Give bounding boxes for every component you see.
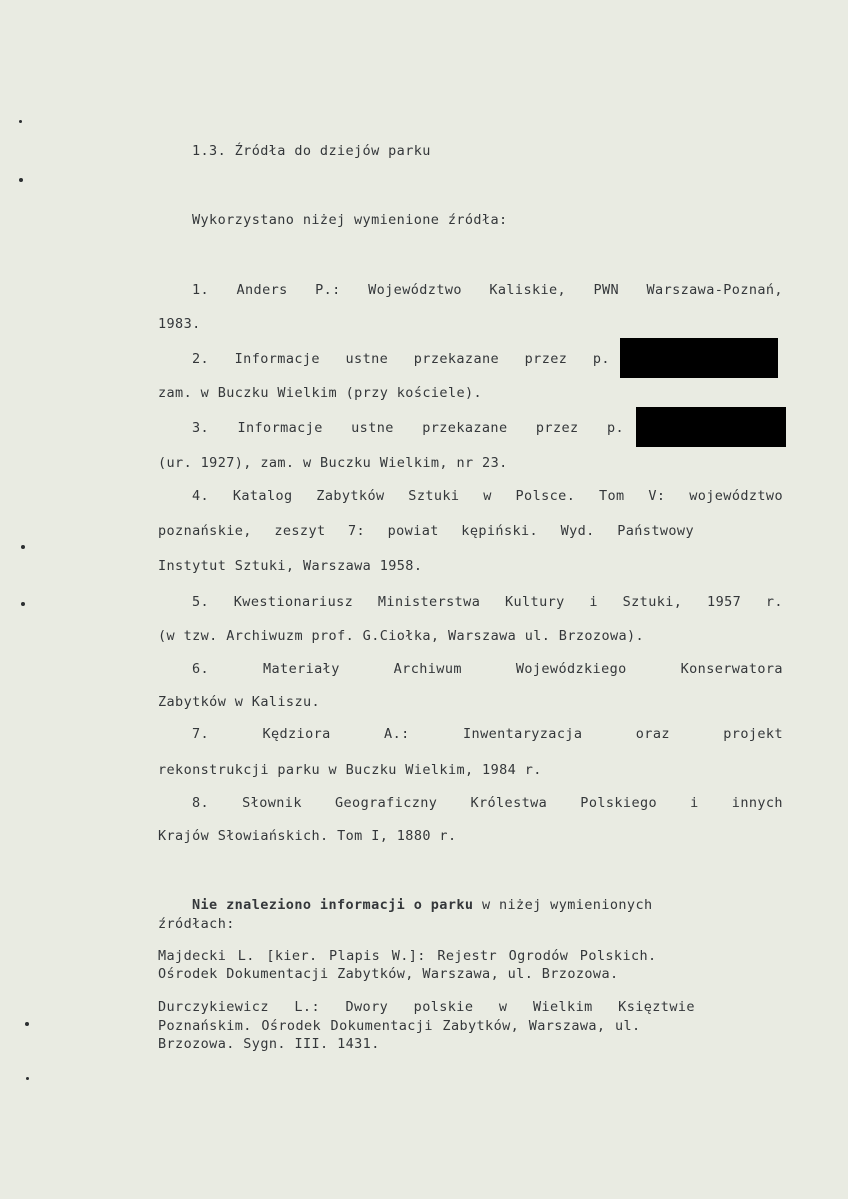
source-word: 7. [192,726,210,742]
source-word: P.: [315,282,341,298]
source-word: V: [648,488,666,504]
source-8-line-2: Krajów Słowiańskich. Tom I, 1880 r. [158,828,457,844]
source-word: ustne [351,420,394,436]
other-source-2-line-3: Brzozowa. Sygn. III. 1431. [158,1036,380,1052]
source-3-line-2: (ur. 1927), zam. w Buczku Wielkim, nr 23. [158,455,508,471]
source-word: Informacje [237,420,323,436]
margin-speck [19,120,22,123]
source-6-line-1 [192,661,783,677]
source-word: Kędziora [262,726,331,742]
source-word: Konserwatora [680,661,783,677]
source-word: i [589,594,598,610]
not-found-bold: Nie znaleziono informacji o parku [192,897,474,913]
source-word: przekazane [413,351,500,367]
source-word: p. [606,420,624,436]
source-5-line-2: (w tzw. Archiwuzm prof. G.Ciołka, Warszawa ul. Brzozowa). [158,628,645,644]
source-word: 6. [192,661,210,677]
source-word: Katalog [232,488,293,504]
source-word: Sztuki [408,488,460,504]
source-word: przez [535,420,579,436]
source-word: w [483,488,492,504]
source-word: p. [592,351,610,367]
source-1-line-2: 1983. [158,316,201,332]
source-word: Kwestionariusz [233,594,354,610]
source-word: Polsce. [515,488,576,504]
source-1-line-1 [192,282,783,298]
source-6-line-2: Zabytków w Kaliszu. [158,694,321,710]
source-word: ustne [345,351,389,367]
margin-speck [26,1077,29,1080]
source-3-line-1 [192,420,624,436]
source-7-line-2: rekonstrukcji parku w Buczku Wielkim, 1984 r. [158,762,542,778]
source-word: r. [765,594,783,610]
source-word: Województwo [368,282,462,298]
source-7-line-1 [192,726,783,742]
source-word: Warszawa-Poznań, [646,282,783,298]
source-word: A.: [384,726,410,742]
intro-text: Wykorzystano niżej wymienione źródła: [192,212,508,228]
source-word: Wojewódzkiego [515,661,627,677]
source-8-line-1 [192,795,783,811]
source-word: Anders [236,282,288,298]
not-found-rest: w niżej wymienionych [473,897,653,913]
source-word: Królestwa [470,795,548,811]
margin-speck [21,545,25,549]
source-4-line-1 [192,488,783,504]
other-source-1-line-1: Majdecki L. [kier. Plapis W.]: Rejestr Ogrodów Polskich. [158,948,657,964]
source-word: 2. [192,351,210,367]
margin-speck [25,1022,29,1026]
source-word: 3. [192,420,210,436]
source-word: Zabytków [316,488,385,504]
redaction-box [620,338,778,378]
source-word: Sztuki, [622,594,683,610]
source-2-line-2: zam. w Buczku Wielkim (przy kościele). [158,385,483,401]
source-word: Kaliskie, [489,282,567,298]
source-word: Ministerstwa [377,594,481,610]
source-word: oraz [635,726,670,742]
source-word: 5. [192,594,210,610]
source-word: Słownik [242,795,302,811]
source-word: Inwentaryzacja [463,726,583,742]
other-source-2-line-1: Durczykiewicz L.: Dwory polskie w Wielkim Księztwie [158,999,695,1015]
source-word: Polskiego [580,795,658,811]
source-word: innych [731,795,783,811]
source-word: projekt [723,726,783,742]
source-word: Kultury [504,594,565,610]
source-word: przez [524,351,568,367]
source-word: 4. [192,488,210,504]
other-source-2-line-2: Poznańskim. Ośrodek Dokumentacji Zabytków, Warszawa, ul. [158,1018,641,1034]
source-word: przekazane [422,420,508,436]
other-source-1-line-2: Ośrodek Dokumentacji Zabytków, Warszawa, ul. Brzozowa. [158,966,619,982]
source-word: i [690,795,699,811]
source-word: województwo [689,488,783,504]
source-word: Materiały [262,661,340,677]
source-4-line-3: Instytut Sztuki, Warszawa 1958. [158,558,423,574]
margin-speck [21,602,25,606]
not-found-line-2: źródłach: [158,916,235,932]
source-5-line-1 [192,594,783,610]
section-heading: 1.3. Źródła do dziejów parku [192,143,431,159]
source-4-line-2: poznańskie, zeszyt 7: powiat kępiński. Wyd. Państwowy [158,523,694,539]
source-2-line-1 [192,351,610,367]
source-word: 8. [192,795,210,811]
source-word: Tom [599,488,625,504]
not-found-heading [192,897,653,913]
source-word: Geograficzny [334,795,438,811]
margin-speck [19,178,23,182]
source-word: Informacje [234,351,320,367]
source-word: 1. [192,282,210,298]
source-word: Archiwum [393,661,462,677]
source-word: 1957 [707,594,742,610]
redaction-box [636,407,786,447]
source-word: PWN [593,282,620,298]
